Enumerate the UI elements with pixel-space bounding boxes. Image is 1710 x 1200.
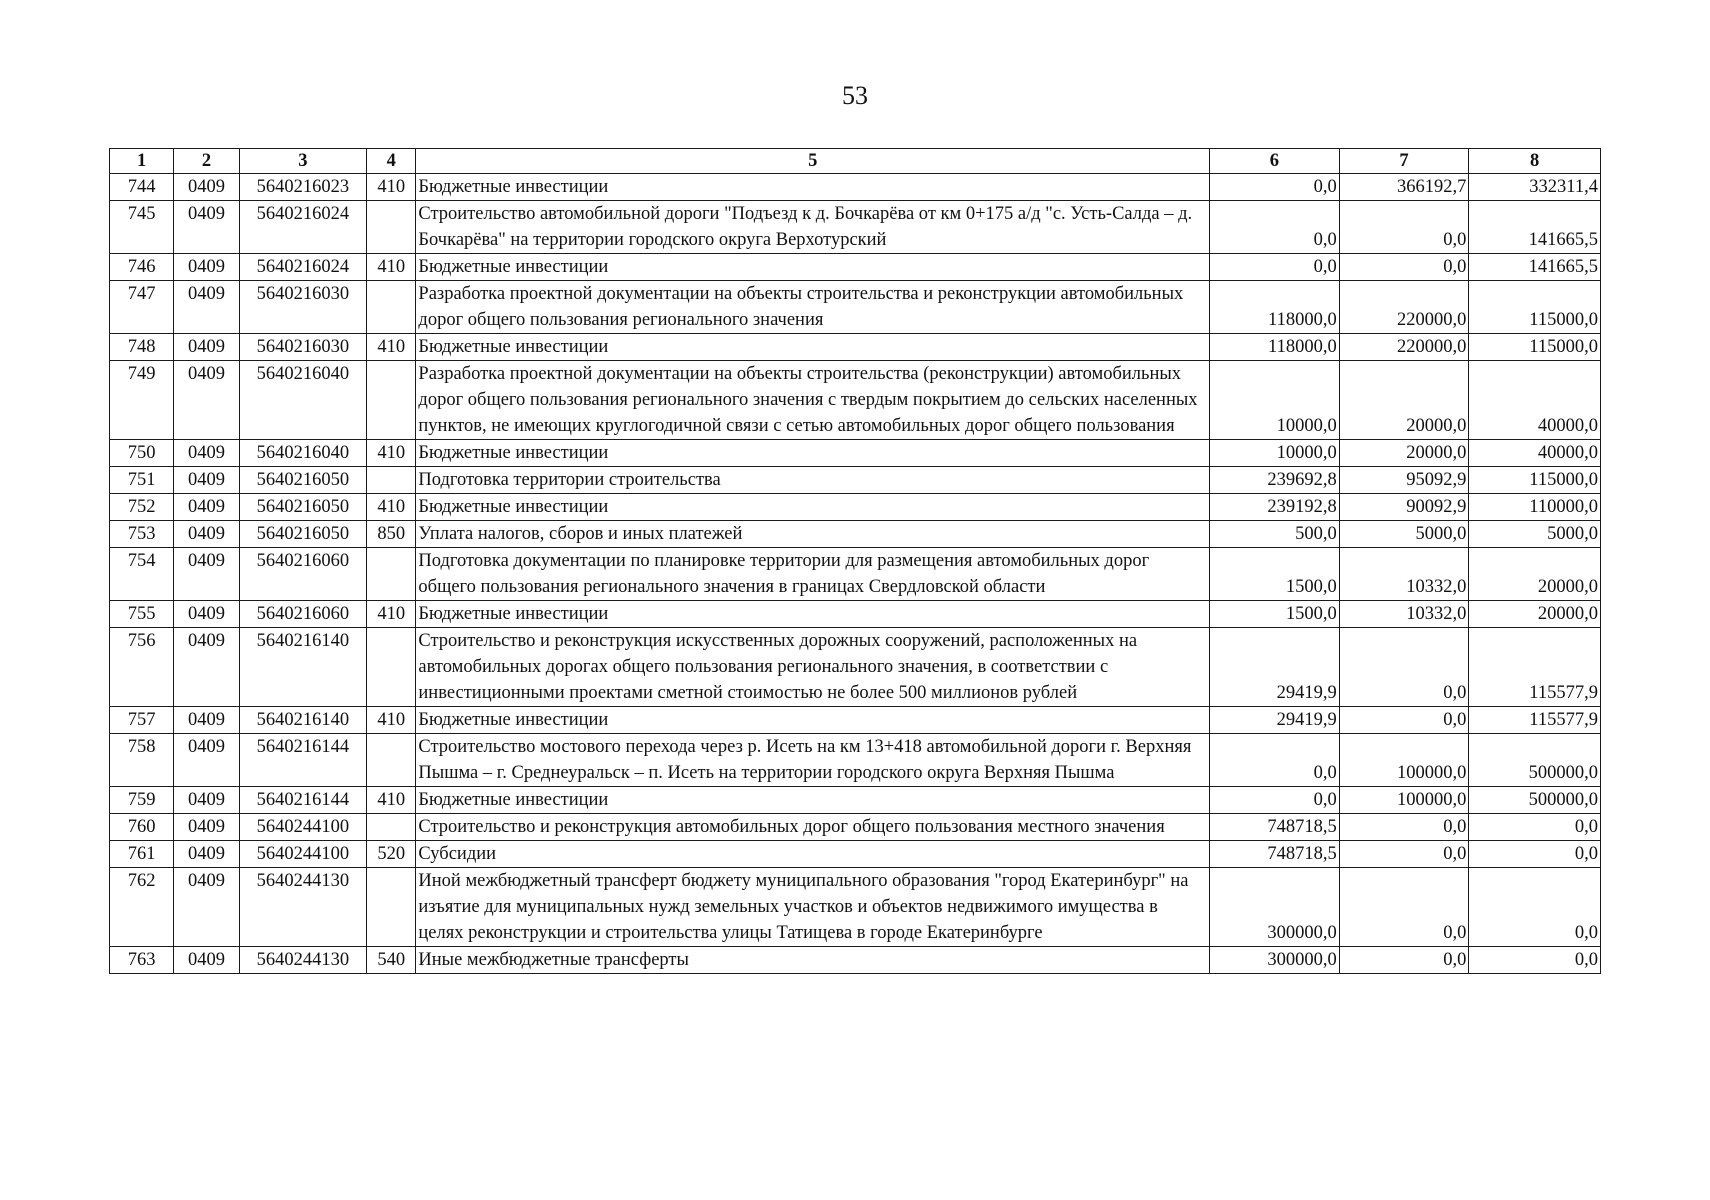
expense-type: 410 <box>367 601 416 628</box>
expense-type: 410 <box>367 494 416 521</box>
expense-type <box>367 361 416 440</box>
header-col-3: 3 <box>239 149 367 174</box>
budget-table <box>109 148 1601 974</box>
amount-col-6: 0,0 <box>1210 174 1340 201</box>
amount-col-8: 20000,0 <box>1469 548 1601 601</box>
amount-col-8: 5000,0 <box>1469 521 1601 548</box>
expense-type <box>367 628 416 707</box>
table-row <box>110 947 1601 974</box>
row-number: 746 <box>110 254 174 281</box>
table-header <box>110 149 1601 174</box>
section-code: 0409 <box>174 548 239 601</box>
row-number: 755 <box>110 601 174 628</box>
target-code: 5640216144 <box>239 734 367 787</box>
target-code: 5640216060 <box>239 548 367 601</box>
amount-col-8: 40000,0 <box>1469 440 1601 467</box>
amount-col-8: 115000,0 <box>1469 334 1601 361</box>
target-code: 5640244100 <box>239 814 367 841</box>
section-code: 0409 <box>174 174 239 201</box>
section-code: 0409 <box>174 707 239 734</box>
target-code: 5640216023 <box>239 174 367 201</box>
table-body <box>110 174 1601 974</box>
amount-col-8: 500000,0 <box>1469 734 1601 787</box>
amount-col-7: 10332,0 <box>1339 601 1469 628</box>
row-number: 745 <box>110 201 174 254</box>
item-name: Иной межбюджетный трансферт бюджету муниципального образования "город Екатеринбург" на изъятие для муниципальных нужд земельных участков и объектов недвижимого имущества в целях реконструкции и строительства улицы Татищева в городе Екатеринбурге <box>416 868 1210 947</box>
amount-col-6: 239692,8 <box>1210 467 1340 494</box>
target-code: 5640216040 <box>239 440 367 467</box>
section-code: 0409 <box>174 494 239 521</box>
table-row <box>110 707 1601 734</box>
table-row <box>110 361 1601 440</box>
section-code: 0409 <box>174 628 239 707</box>
row-number: 751 <box>110 467 174 494</box>
table-row <box>110 201 1601 254</box>
item-name: Бюджетные инвестиции <box>416 174 1210 201</box>
row-number: 756 <box>110 628 174 707</box>
amount-col-6: 300000,0 <box>1210 868 1340 947</box>
amount-col-6: 29419,9 <box>1210 628 1340 707</box>
table-row <box>110 494 1601 521</box>
amount-col-7: 90092,9 <box>1339 494 1469 521</box>
amount-col-8: 115577,9 <box>1469 707 1601 734</box>
row-number: 759 <box>110 787 174 814</box>
target-code: 5640216024 <box>239 254 367 281</box>
amount-col-8: 141665,5 <box>1469 201 1601 254</box>
target-code: 5640244100 <box>239 841 367 868</box>
item-name: Бюджетные инвестиции <box>416 440 1210 467</box>
target-code: 5640216140 <box>239 707 367 734</box>
row-number: 748 <box>110 334 174 361</box>
amount-col-7: 100000,0 <box>1339 734 1469 787</box>
table-row <box>110 841 1601 868</box>
amount-col-7: 0,0 <box>1339 841 1469 868</box>
expense-type: 410 <box>367 254 416 281</box>
target-code: 5640244130 <box>239 947 367 974</box>
amount-col-8: 0,0 <box>1469 814 1601 841</box>
item-name: Уплата налогов, сборов и иных платежей <box>416 521 1210 548</box>
amount-col-6: 748718,5 <box>1210 814 1340 841</box>
target-code: 5640216024 <box>239 201 367 254</box>
expense-type <box>367 734 416 787</box>
section-code: 0409 <box>174 467 239 494</box>
row-number: 747 <box>110 281 174 334</box>
amount-col-8: 115000,0 <box>1469 281 1601 334</box>
amount-col-6: 0,0 <box>1210 254 1340 281</box>
expense-type: 850 <box>367 521 416 548</box>
row-number: 750 <box>110 440 174 467</box>
table-row <box>110 334 1601 361</box>
target-code: 5640216050 <box>239 494 367 521</box>
item-name: Строительство и реконструкция искусственных дорожных сооружений, расположенных на автомобильных дорогах общего пользования регионального значения, в соответствии с инвестиционными проектами сметной стоимостью не более 500 миллионов рублей <box>416 628 1210 707</box>
item-name: Строительство мостового перехода через р. Исеть на км 13+418 автомобильной дороги г. Верхняя Пышма – г. Среднеуральск – п. Исеть на территории городского округа Верхняя Пышма <box>416 734 1210 787</box>
section-code: 0409 <box>174 440 239 467</box>
header-col-4: 4 <box>367 149 416 174</box>
expense-type <box>367 814 416 841</box>
section-code: 0409 <box>174 814 239 841</box>
table-row <box>110 254 1601 281</box>
table-row <box>110 281 1601 334</box>
amount-col-6: 10000,0 <box>1210 361 1340 440</box>
item-name: Бюджетные инвестиции <box>416 494 1210 521</box>
expense-type <box>367 281 416 334</box>
amount-col-6: 239192,8 <box>1210 494 1340 521</box>
header-col-6: 6 <box>1210 149 1340 174</box>
amount-col-6: 748718,5 <box>1210 841 1340 868</box>
row-number: 760 <box>110 814 174 841</box>
target-code: 5640216144 <box>239 787 367 814</box>
amount-col-6: 300000,0 <box>1210 947 1340 974</box>
amount-col-7: 20000,0 <box>1339 440 1469 467</box>
item-name: Бюджетные инвестиции <box>416 707 1210 734</box>
target-code: 5640216030 <box>239 281 367 334</box>
amount-col-7: 366192,7 <box>1339 174 1469 201</box>
section-code: 0409 <box>174 787 239 814</box>
amount-col-6: 118000,0 <box>1210 281 1340 334</box>
item-name: Бюджетные инвестиции <box>416 334 1210 361</box>
page-number: 53 <box>842 81 868 110</box>
amount-col-8: 40000,0 <box>1469 361 1601 440</box>
section-code: 0409 <box>174 521 239 548</box>
table-row <box>110 521 1601 548</box>
amount-col-7: 0,0 <box>1339 201 1469 254</box>
expense-type <box>367 201 416 254</box>
amount-col-6: 500,0 <box>1210 521 1340 548</box>
expense-type: 410 <box>367 334 416 361</box>
amount-col-7: 0,0 <box>1339 254 1469 281</box>
row-number: 763 <box>110 947 174 974</box>
amount-col-7: 5000,0 <box>1339 521 1469 548</box>
amount-col-6: 29419,9 <box>1210 707 1340 734</box>
row-number: 749 <box>110 361 174 440</box>
section-code: 0409 <box>174 868 239 947</box>
item-name: Бюджетные инвестиции <box>416 254 1210 281</box>
amount-col-7: 0,0 <box>1339 947 1469 974</box>
amount-col-8: 110000,0 <box>1469 494 1601 521</box>
amount-col-8: 0,0 <box>1469 841 1601 868</box>
expense-type: 540 <box>367 947 416 974</box>
section-code: 0409 <box>174 734 239 787</box>
expense-type <box>367 467 416 494</box>
amount-col-6: 0,0 <box>1210 787 1340 814</box>
amount-col-8: 0,0 <box>1469 947 1601 974</box>
row-number: 752 <box>110 494 174 521</box>
amount-col-6: 1500,0 <box>1210 548 1340 601</box>
amount-col-6: 0,0 <box>1210 201 1340 254</box>
item-name: Подготовка документации по планировке территории для размещения автомобильных дорог общего пользования регионального значения в границах Свердловской области <box>416 548 1210 601</box>
item-name: Подготовка территории строительства <box>416 467 1210 494</box>
expense-type: 410 <box>367 787 416 814</box>
header-col-1: 1 <box>110 149 174 174</box>
section-code: 0409 <box>174 201 239 254</box>
amount-col-7: 100000,0 <box>1339 787 1469 814</box>
row-number: 758 <box>110 734 174 787</box>
target-code: 5640216050 <box>239 521 367 548</box>
section-code: 0409 <box>174 947 239 974</box>
item-name: Строительство автомобильной дороги "Подъезд к д. Бочкарёва от км 0+175 а/д "с. Усть-Салда – д. Бочкарёва" на территории городского округа Верхотурский <box>416 201 1210 254</box>
item-name: Субсидии <box>416 841 1210 868</box>
expense-type <box>367 548 416 601</box>
amount-col-8: 332311,4 <box>1469 174 1601 201</box>
amount-col-7: 20000,0 <box>1339 361 1469 440</box>
amount-col-7: 0,0 <box>1339 868 1469 947</box>
table-row <box>110 814 1601 841</box>
amount-col-8: 0,0 <box>1469 868 1601 947</box>
expense-type: 410 <box>367 174 416 201</box>
row-number: 757 <box>110 707 174 734</box>
amount-col-6: 1500,0 <box>1210 601 1340 628</box>
table-row <box>110 548 1601 601</box>
target-code: 5640216040 <box>239 361 367 440</box>
amount-col-7: 220000,0 <box>1339 334 1469 361</box>
amount-col-7: 0,0 <box>1339 707 1469 734</box>
target-code: 5640216050 <box>239 467 367 494</box>
row-number: 744 <box>110 174 174 201</box>
amount-col-8: 141665,5 <box>1469 254 1601 281</box>
item-name: Строительство и реконструкция автомобильных дорог общего пользования местного значения <box>416 814 1210 841</box>
item-name: Разработка проектной документации на объекты строительства (реконструкции) автомобильных дорог общего пользования регионального значения с твердым покрытием до сельских населенных пунктов, не имеющих круглогодичной связи с сетью автомобильных дорог общего пользования <box>416 361 1210 440</box>
table-row <box>110 868 1601 947</box>
row-number: 753 <box>110 521 174 548</box>
header-col-7: 7 <box>1339 149 1469 174</box>
table-row <box>110 174 1601 201</box>
row-number: 754 <box>110 548 174 601</box>
expense-type: 410 <box>367 440 416 467</box>
target-code: 5640216060 <box>239 601 367 628</box>
expense-type: 410 <box>367 707 416 734</box>
section-code: 0409 <box>174 281 239 334</box>
section-code: 0409 <box>174 361 239 440</box>
header-col-5: 5 <box>416 149 1210 174</box>
table-row <box>110 601 1601 628</box>
item-name: Бюджетные инвестиции <box>416 787 1210 814</box>
table-row <box>110 467 1601 494</box>
amount-col-7: 0,0 <box>1339 814 1469 841</box>
amount-col-8: 115577,9 <box>1469 628 1601 707</box>
amount-col-7: 10332,0 <box>1339 548 1469 601</box>
header-col-8: 8 <box>1469 149 1601 174</box>
table-row <box>110 628 1601 707</box>
header-col-2: 2 <box>174 149 239 174</box>
section-code: 0409 <box>174 334 239 361</box>
table-row <box>110 787 1601 814</box>
item-name: Разработка проектной документации на объекты строительства и реконструкции автомобильных дорог общего пользования регионального значения <box>416 281 1210 334</box>
amount-col-7: 0,0 <box>1339 628 1469 707</box>
table-row <box>110 440 1601 467</box>
section-code: 0409 <box>174 601 239 628</box>
amount-col-8: 115000,0 <box>1469 467 1601 494</box>
amount-col-6: 10000,0 <box>1210 440 1340 467</box>
table-row <box>110 734 1601 787</box>
expense-type <box>367 868 416 947</box>
target-code: 5640244130 <box>239 868 367 947</box>
row-number: 761 <box>110 841 174 868</box>
target-code: 5640216030 <box>239 334 367 361</box>
row-number: 762 <box>110 868 174 947</box>
target-code: 5640216140 <box>239 628 367 707</box>
amount-col-7: 220000,0 <box>1339 281 1469 334</box>
amount-col-8: 20000,0 <box>1469 601 1601 628</box>
section-code: 0409 <box>174 841 239 868</box>
expense-type: 520 <box>367 841 416 868</box>
amount-col-7: 95092,9 <box>1339 467 1469 494</box>
section-code: 0409 <box>174 254 239 281</box>
amount-col-8: 500000,0 <box>1469 787 1601 814</box>
header-row <box>110 149 1601 174</box>
amount-col-6: 0,0 <box>1210 734 1340 787</box>
item-name: Бюджетные инвестиции <box>416 601 1210 628</box>
amount-col-6: 118000,0 <box>1210 334 1340 361</box>
item-name: Иные межбюджетные трансферты <box>416 947 1210 974</box>
